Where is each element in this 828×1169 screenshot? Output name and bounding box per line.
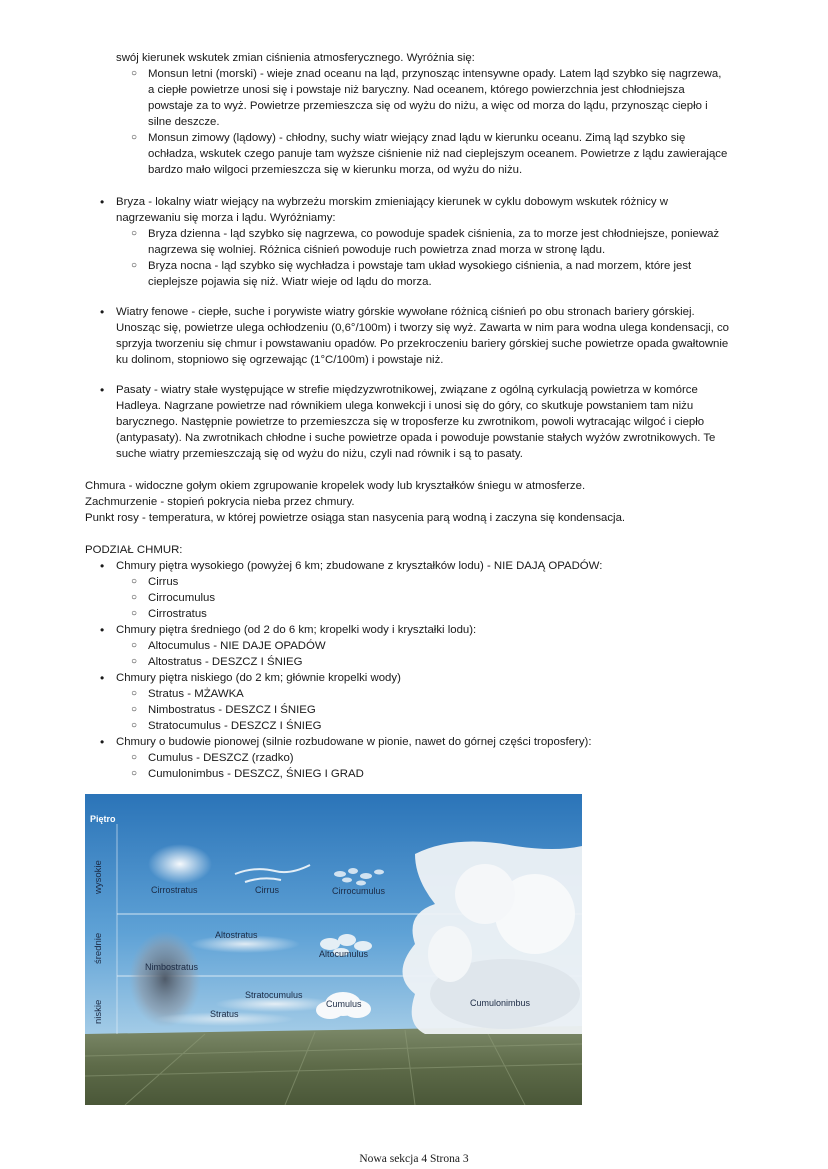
bullet-icon: • [100, 735, 105, 749]
label-altostratus: Altostratus [215, 930, 258, 940]
list-item-cirrus: ○ Cirrus [131, 576, 179, 588]
list-item-budowa-pionowa: • Chmury o budowie pionowej (silnie rozbudowane w pionie, nawet do górnej części troposfery): [100, 735, 592, 749]
level-label-srednie: średnie [93, 932, 104, 964]
list-item-monsun-letni: ○ Monsun letni (morski) - wieje znad oceanu na ląd, przynosząc intensywne opady. Latem ląd szybko się nagrzewa, a ciepłe powietrze unosi się i powstaje niż baryczny. Nad oceanem, którego powierzchnia jest chłodniejsza powstaje za to wyż. Powietrze przemieszcza się od wyżu do niżu, a więc od morza do lądu, przynosząc ciepło i silne deszcze. [131, 68, 722, 128]
list-item-cumulonimbus: ○ Cumulonimbus - DESZCZ, ŚNIEG I GRAD [131, 768, 364, 780]
circle-bullet-icon: ○ [131, 720, 138, 731]
label-cumulonimbus: Cumulonimbus [470, 998, 531, 1008]
bullet-icon: • [100, 559, 105, 573]
cloud-types-illustration [85, 794, 582, 1105]
list-item-cirrocumulus: ○ Cirrocumulus [131, 592, 216, 604]
cloud-diagram-svg [85, 794, 582, 1105]
level-label-niskie: niskie [93, 999, 104, 1024]
circle-bullet-icon: ○ [131, 260, 138, 271]
list-item-stratus: ○ Stratus - MŻAWKA [131, 688, 244, 700]
list-item-stratocumulus: ○ Stratocumulus - DESZCZ I ŚNIEG [131, 720, 322, 732]
list-item-cirrostratus: ○ Cirrostratus [131, 608, 207, 620]
circle-bullet-icon: ○ [131, 228, 138, 239]
label-stratus: Stratus [210, 1009, 239, 1019]
list-item-pietro-srednie: • Chmury piętra średniego (od 2 do 6 km; kropelki wody i kryształki lodu): [100, 623, 477, 637]
circle-bullet-icon: ○ [131, 592, 138, 603]
nimbostratus-cloud [129, 931, 201, 1027]
label-cumulus: Cumulus [326, 999, 362, 1009]
circle-bullet-icon: ○ [131, 608, 138, 619]
page-footer: Nowa sekcja 4 Strona 3 [359, 1153, 469, 1165]
bullet-icon: • [100, 305, 105, 319]
definition-zachmurzenie: Zachmurzenie - stopień pokrycia nieba przez chmury. [85, 496, 355, 508]
monsun-intro: swój kierunek wskutek zmian ciśnienia atmosferycznego. Wyróżnia się: [116, 52, 475, 64]
circle-bullet-icon: ○ [131, 640, 138, 651]
circle-bullet-icon: ○ [131, 768, 138, 779]
label-nimbostratus: Nimbostratus [145, 962, 199, 972]
circle-bullet-icon: ○ [131, 132, 138, 143]
circle-bullet-icon: ○ [131, 68, 138, 79]
circle-bullet-icon: ○ [131, 576, 138, 587]
section-title-podzial-chmur: PODZIAŁ CHMUR: [85, 544, 183, 556]
bullet-icon: • [100, 195, 105, 209]
bullet-icon: • [100, 383, 105, 397]
list-item-altostratus: ○ Altostratus - DESZCZ I ŚNIEG [131, 656, 303, 668]
cirrostratus-cloud [148, 844, 212, 884]
figure-header-pietro: Piętro [90, 814, 116, 824]
list-item-monsun-zimowy: ○ Monsun zimowy (lądowy) - chłodny, suchy wiatr wiejący znad lądu w kierunku oceanu. Zimą ląd szybko się ochładza, wskutek czego panuje tam wyższe ciśnienie niż nad cieplejszym oceanem. Powietrze z lądu zawierające bardzo mało wilgoci przemieszcza się w kierunku morza, od wyżu do niżu. [131, 132, 728, 176]
list-item-bryza-nocna: ○ Bryza nocna - ląd szybko się wychładza i powstaje tam układ wysokiego ciśnienia, a nad morzem, które jest cieplejsze pojawia się niż. Wiatr wieje od lądu do morza. [131, 260, 692, 288]
definition-chmura: Chmura - widoczne gołym okiem zgrupowanie kropelek wody lub kryształków śniegu w atmosferze. [85, 480, 586, 492]
list-item-wiatry-fenowe: • Wiatry fenowe - ciepłe, suche i porywiste wiatry górskie wywołane różnicą ciśnień po obu stronach bariery górskiej. Unosząc się, powietrze ulega ochłodzeniu (0,6°/100m) i tworzy się wyż. Zawarta w nim para wodna ulega kondensacji, co sprzyja tworzeniu się chmur i powstawaniu opadów. Po przekroczeniu bariery górskiej suche powietrze opada gwałtownie ku dolinom, stopniowo się ogrzewając (1°C/100m) i powstaje niż. [100, 305, 729, 366]
label-stratocumulus: Stratocumulus [245, 990, 303, 1000]
list-item-cumulus: ○ Cumulus - DESZCZ (rzadko) [131, 752, 294, 764]
list-item-pietro-wysokie: • Chmury piętra wysokiego (powyżej 6 km; zbudowane z kryształków lodu) - NIE DAJĄ OPADÓW: [100, 559, 603, 573]
label-cirrus: Cirrus [255, 885, 279, 895]
bullet-icon: • [100, 671, 105, 685]
list-item-altocumulus: ○ Altocumulus - NIE DAJE OPADÓW [131, 640, 326, 652]
circle-bullet-icon: ○ [131, 656, 138, 667]
label-altocumulus: Altocumulus [319, 949, 369, 959]
bullet-icon: • [100, 623, 105, 637]
label-cirrocumulus: Cirrocumulus [332, 886, 386, 896]
circle-bullet-icon: ○ [131, 704, 138, 715]
label-cirrostratus: Cirrostratus [151, 885, 198, 895]
list-item-bryza: • Bryza - lokalny wiatr wiejący na wybrzeżu morskim zmieniający kierunek w cyklu dobowym wskutek różnicy w nagrzewaniu się morza i lądu. Wyróżniamy: [100, 195, 668, 224]
list-item-pasaty: • Pasaty - wiatry stałe występujące w strefie międzyzwrotnikowej, związane z ogólną cyrkulacją powietrza w komórce Hadleya. Nagrzane powietrze nad równikiem ulega konwekcji i unosi się do góry, co skutkuje powstaniem tam niżu barycznego. Następnie powietrze to przemieszcza się w troposferze ku zwrotnikom, powoli wytracając wilgoć i ciepło (antypasaty). Na zwrotnikach chłodne i suche powietrze opada i powoduje powstanie stałych wyżów zwrotnikowych. Te suche wiatry przemieszczają się od wyżu do niżu, czyli nad równik i są to pasaty. [100, 383, 716, 460]
circle-bullet-icon: ○ [131, 688, 138, 699]
list-item-pietro-niskie: • Chmury piętra niskiego (do 2 km; głównie kropelki wody) [100, 671, 401, 685]
list-item-nimbostratus: ○ Nimbostratus - DESZCZ I ŚNIEG [131, 704, 316, 716]
list-item-bryza-dzienna: ○ Bryza dzienna - ląd szybko się nagrzewa, co powoduje spadek ciśnienia, za to morze jest chłodniejsze, ponieważ nagrzewa się wolniej. Różnica ciśnień powoduje ruch powietrza znad morza w stronę lądu. [131, 228, 720, 256]
level-label-wysokie: wysokie [93, 860, 104, 894]
definition-punkt-rosy: Punkt rosy - temperatura, w której powietrze osiąga stan nasycenia parą wodną i zaczyna się kondensacja. [85, 512, 626, 524]
circle-bullet-icon: ○ [131, 752, 138, 763]
